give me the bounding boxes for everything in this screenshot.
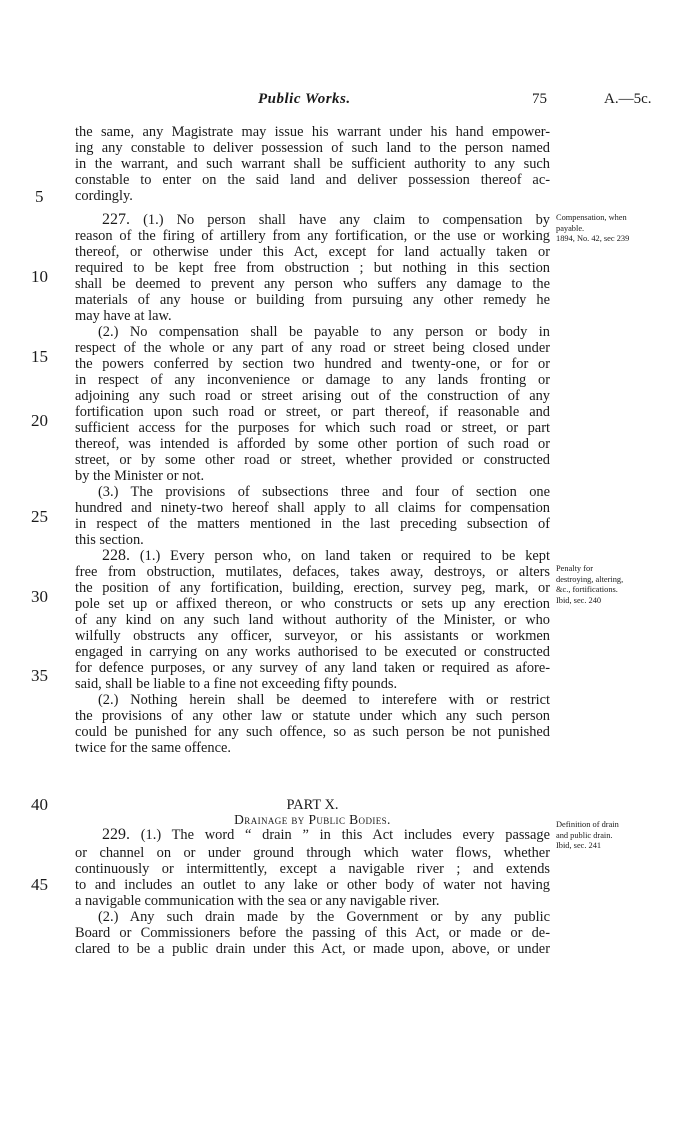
body-line: in respect of any inconvenience or damage to any lands fronting or <box>75 372 550 388</box>
body-line: materials of any house or building from pursuing any other remedy he <box>75 292 550 308</box>
sidenote <box>556 820 619 852</box>
body-line: reason of the firing of artillery from any fortification, or the use or working <box>75 228 550 244</box>
section-number: 227. <box>102 212 130 228</box>
body-line: engaged in carrying on any works authorised to be executed or constructed <box>75 644 550 660</box>
body-line: in respect of the matters mentioned in the last preceding subsection of <box>75 516 550 532</box>
line-number: 45 <box>31 875 48 894</box>
line-number: 10 <box>31 267 48 286</box>
body-line: (2.) Any such drain made by the Government or by any public <box>98 909 550 925</box>
body-line: a navigable communication with the sea or any navigable river. <box>75 893 440 909</box>
line-number: 35 <box>31 666 48 685</box>
document-reference: A.—5c. <box>604 91 652 107</box>
line-number: 30 <box>31 587 48 606</box>
sidenote-line: Penalty for <box>556 564 593 573</box>
body-line: Board or Commissioners before the passing of this Act, or made or de- <box>75 925 550 941</box>
sidenote-line: Ibid, sec. 241 <box>556 841 602 850</box>
sidenote <box>556 564 623 606</box>
body-line: for defence purposes, or any survey of any land taken or required as afore- <box>75 660 550 676</box>
body-line: free from obstruction, mutilates, defaces, takes away, destroys, or alters <box>75 564 550 580</box>
line-number: 20 <box>31 411 48 430</box>
body-line: hundred and ninety-two hereof shall apply to all claims for compensation <box>75 500 550 516</box>
body-line: 228. (1.) Every person who, on land taken or required to be kept <box>102 548 550 564</box>
body-line: constable to enter on the said land and deliver possession thereof ac- <box>75 172 550 188</box>
body-line: may have at law. <box>75 308 172 324</box>
sidenote-line: &c., fortifications. <box>556 585 618 594</box>
body-line: required to be kept free from obstruction ; but nothing in this section <box>75 260 550 276</box>
body-line: respect of the whole or any part of any road or street being closed under <box>75 340 550 356</box>
section-number: 229. <box>102 827 130 843</box>
part-title: PART X. <box>286 797 339 813</box>
body-line: fortification upon such road or street, or part thereof, if reasonable and <box>75 404 550 420</box>
sidenote-line: Ibid, sec. 240 <box>556 595 602 605</box>
line-number: 5 <box>35 187 44 206</box>
body-line: twice for the same offence. <box>75 740 231 756</box>
page-number: 75 <box>532 91 547 107</box>
body-line: or channel on or under ground through which water flows, whether <box>75 845 550 861</box>
sidenote-line: and public drain. <box>556 830 613 840</box>
part-subtitle: Drainage by Public Bodies. <box>234 812 391 827</box>
sidenote-line: destroying, altering, <box>556 574 624 584</box>
body-line: street, or by some other road or street, whether provided or constructed <box>75 452 550 468</box>
body-line: adjoining any such road or street arising out of the construction of any <box>75 388 550 404</box>
body-line: the same, any Magistrate may issue his warrant under his hand empower- <box>75 124 550 140</box>
sidenote <box>556 213 629 245</box>
body-line: the powers conferred by section two hundred and twenty-one, or for or <box>75 356 550 372</box>
sidenote-line: 1894, No. 42, sec 239 <box>556 234 630 243</box>
body-line: 227. (1.) No person shall have any claim to compensation by <box>102 212 550 228</box>
body-line: clared to be a public drain under this Act, or made upon, above, or under <box>75 941 550 957</box>
line-number: 40 <box>31 795 48 814</box>
body-line: the position of any fortification, building, erection, survey peg, mark, or <box>75 580 550 596</box>
body-line: pole set up or affixed thereon, or who constructs or sets up any erection <box>75 596 550 612</box>
body-line: the provisions of any other law or statute under which any such person <box>75 708 550 724</box>
sidenote-line: payable. <box>556 223 585 233</box>
body-line: continuously or intermittently, except a navigable river ; and extends <box>75 861 550 877</box>
body-line: by the Minister or not. <box>75 468 205 484</box>
body-line: in the warrant, and such warrant shall be sufficient authority to any such <box>75 156 550 172</box>
body-line: thereof, was intended is afforded by some other portion of such road or <box>75 436 550 452</box>
running-head-title: Public Works. <box>258 91 351 107</box>
body-line: (3.) The provisions of subsections three and four of section one <box>98 484 550 500</box>
body-line: ing any constable to deliver possession of such land to the person named <box>75 140 550 156</box>
line-number: 15 <box>31 347 48 366</box>
body-line: (2.) Nothing herein shall be deemed to interefere with or restrict <box>98 692 550 708</box>
body-line: sufficient access for the purposes for which such road or street, or part <box>75 420 550 436</box>
body-line: cordingly. <box>75 188 133 204</box>
body-line: could be punished for any such offence, so as such person be not punished <box>75 724 550 740</box>
body-line: of any kind on any such land without authority of the Minister, or who <box>75 612 550 628</box>
sidenote-line: Definition of drain <box>556 820 619 829</box>
body-line: thereof, or otherwise under this Act, except for land actually taken or <box>75 244 550 260</box>
line-number: 25 <box>31 507 48 526</box>
body-line: shall be deemed to prevent any person who suffers any damage to the <box>75 276 550 292</box>
body-line: to and includes an outlet to any lake or other body of water not having <box>75 877 550 893</box>
body-line: said, shall be liable to a fine not exceeding fifty pounds. <box>75 676 398 692</box>
sidenote-line: Compensation, when <box>556 213 627 222</box>
section-number: 228. <box>102 548 130 564</box>
body-line: wilfully obstructs any officer, surveyor, or his assistants or workmen <box>75 628 550 644</box>
body-line: (2.) No compensation shall be payable to any person or body in <box>98 324 550 340</box>
body-line: this section. <box>75 532 144 548</box>
body-line: 229. (1.) The word “ drain ” in this Act includes every passage <box>102 827 550 843</box>
